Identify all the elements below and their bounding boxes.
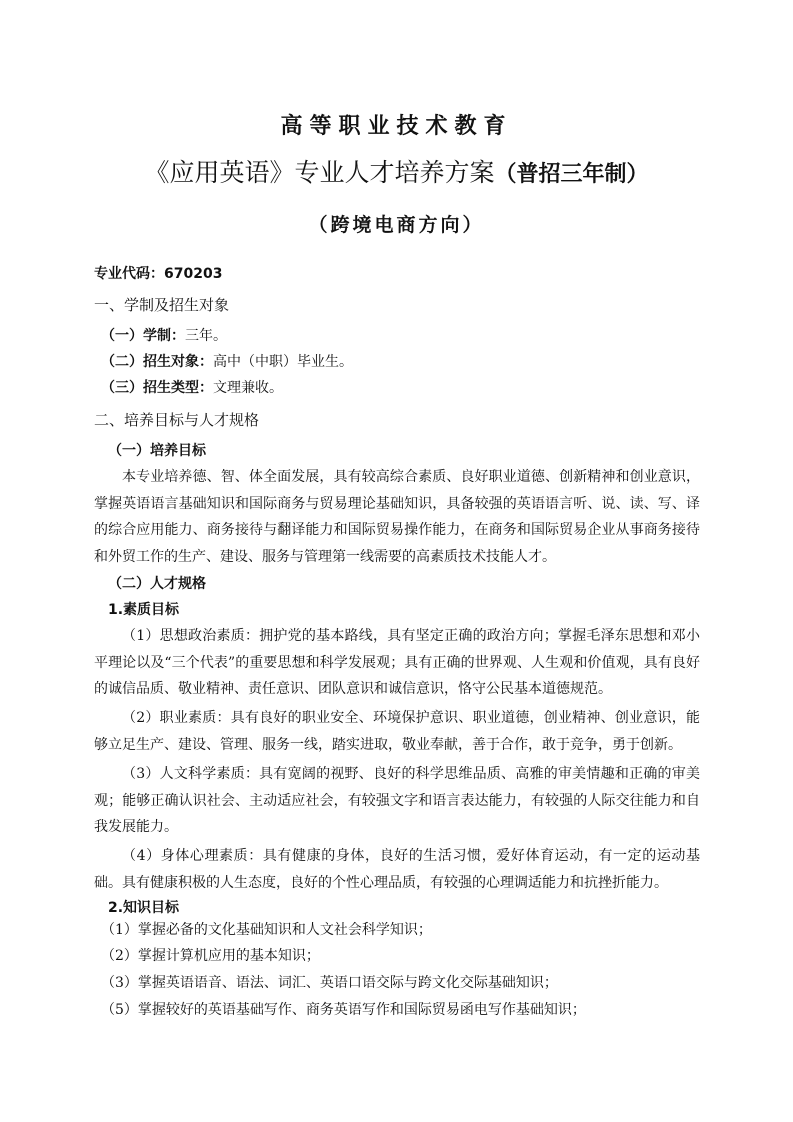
knowledge-item: （1）掌握必备的文化基础知识和人文社会科学知识； (101, 922, 432, 938)
direction-title: （跨境电商方向） (308, 214, 485, 236)
item-text: 高中（中职）毕业生。 (213, 354, 353, 370)
item-text: 文理兼收。 (213, 380, 283, 396)
quality-item: （1）思想政治素质：拥护党的基本路线，具有坚定正确的政治方向；掌握毛泽东思想和邓小平理论以及“三个代表”的重要思想和科学发展观；具有正确的世界观、人生观和价值观，具有良好的诚信品质、敬业精神、责任意识、团队意识和诚信意识，恪守公民基本道德规范。 (94, 628, 700, 697)
section-2-heading: 二、培养目标与人才规格 (94, 411, 260, 429)
item-label: （二）招生对象： (101, 354, 213, 370)
section-1-heading: 一、学制及招生对象 (94, 296, 230, 314)
item-duration (94, 323, 707, 350)
quality-item: （3）人文科学素质：具有宽阔的视野、良好的科学思维品质、高雅的审美情趣和正确的审美观；能够正确认识社会、主动适应社会，有较强文字和语言表达能力，有较强的人际交往能力和自我发展能力。 (94, 766, 700, 835)
quality-item: （4）身体心理素质：具有健康的身体，良好的生活习惯，爱好体育运动，有一定的运动基础。具有健康积极的人生态度，良好的个性心理品质，有较强的心理调适能力和抗挫折能力。 (94, 848, 700, 891)
item-text: 三年。 (185, 328, 227, 344)
document-subtitle (0, 156, 793, 192)
training-goal-paragraph: 本专业培养德、智、体全面发展，具有较高综合素质、良好职业道德、创新精神和创业意识，掌握英语语言基础知识和国际商务与贸易理论基础知识，具备较强的英语语言听、说、读、写、译的综合应用能力、商务接待与翻译能力和国际贸易操作能力，在商务和国际贸易企业从事商务接待和外贸工作的生产、建设、服务与管理第一线需要的高素质技术技能人才。 (94, 469, 700, 565)
item-label: （一）学制： (101, 328, 185, 344)
quality-goal-heading: 1.素质目标 (108, 602, 180, 618)
quality-item: （2）职业素质：具有良好的职业安全、环境保护意识、职业道德，创业精神、创业意识，能够立足生产、建设、管理、服务一线，踏实进取，敬业奉献，善于合作，敢于竞争，勇于创新。 (94, 710, 700, 753)
knowledge-item: （2）掌握计算机应用的基本知识； (101, 948, 320, 964)
training-goal-heading: （一）培养目标 (108, 443, 206, 459)
item-enrollment-target (94, 349, 707, 376)
knowledge-goal-heading: 2.知识目标 (108, 900, 180, 916)
knowledge-item: （5）掌握较好的英语基础写作、商务英语写作和国际贸易函电写作基础知识； (101, 1002, 586, 1018)
subtitle-main: 《应用英语》专业人才培养方案 (144, 158, 495, 187)
document-title: 高等职业技术教育 (280, 114, 513, 139)
item-label: （三）招生类型： (101, 380, 213, 396)
item-enrollment-type (94, 375, 707, 402)
knowledge-item: （3）掌握英语语音、语法、词汇、英语口语交际与跨文化交际基础知识； (101, 975, 558, 991)
subtitle-bold: （普招三年制） (494, 162, 649, 187)
major-code: 专业代码：670203 (94, 266, 223, 282)
talent-spec-heading: （二）人才规格 (108, 576, 206, 592)
